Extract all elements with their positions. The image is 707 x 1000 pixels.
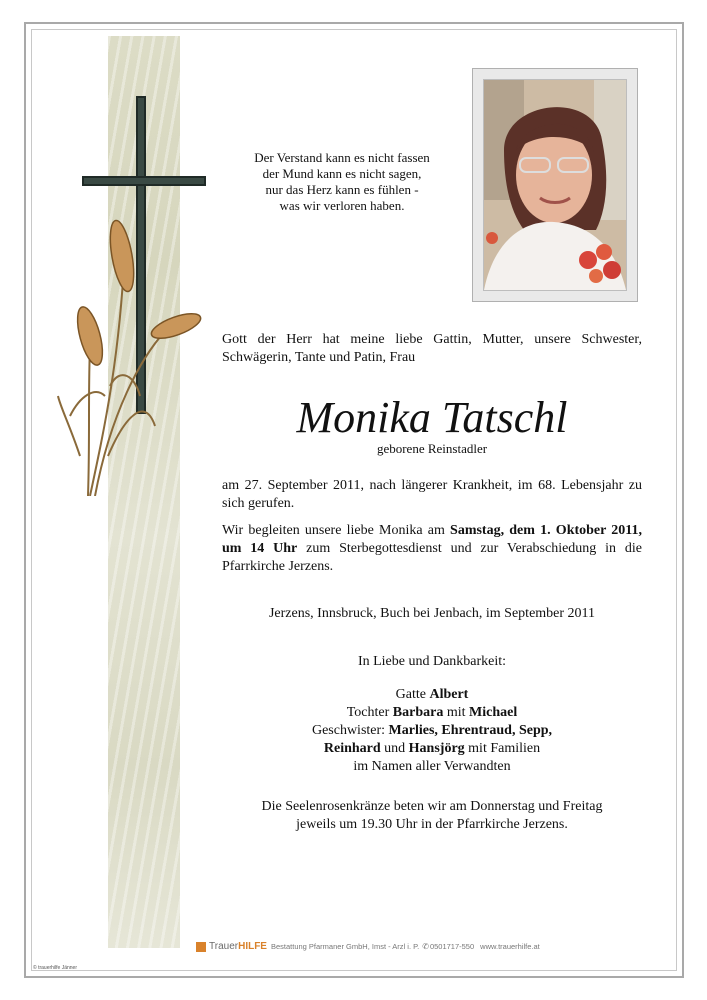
quote-line: nur das Herz kann es fühlen - xyxy=(265,182,419,197)
family-line: Reinhard und Hansjörg mit Familien xyxy=(323,741,541,756)
funeral-post: zum Sterbegottesdienst und zur Verabschiedung in die Pfarrkirche Jerzens. xyxy=(222,541,643,574)
quote-line: der Mund kann es nicht sagen, xyxy=(262,166,422,181)
family-line: Geschwister: Marlies, Ehrentraud, Sepp, xyxy=(311,723,553,738)
logo-text-part1: Trauer xyxy=(209,941,239,952)
death-notice-text: am 27. September 2011, nach längerer Krankheit, im 68. Lebensjahr zu sich gerufen. xyxy=(222,478,642,511)
rosary-info xyxy=(222,798,642,834)
thanks-heading: In Liebe und Dankbarkeit: xyxy=(357,654,507,669)
intro-text: Gott der Herr hat meine liebe Gattin, Mutter, unsere Schwester, Schwägerin, Tante und Patin, Frau xyxy=(222,332,642,365)
funeral-info xyxy=(222,522,642,576)
copyright-note: © trauerhilfe Jänner xyxy=(33,965,77,971)
phone-number: 0501717-550 xyxy=(429,942,475,951)
rosary-line: Die Seelenrosenkränze beten wir am Donnerstag und Freitag xyxy=(261,799,603,814)
place-date: Jerzens, Innsbruck, Buch bei Jenbach, im September 2011 xyxy=(268,606,596,621)
company-name: Bestattung Pfarmaner GmbH, Imst - Arzl i. P. xyxy=(270,942,420,951)
portrait-photo xyxy=(483,79,627,291)
birth-name: geborene Reinstadler xyxy=(376,441,488,456)
rosary-line: jeweils um 19.30 Uhr in der Pfarrkirche Jerzens. xyxy=(296,817,568,832)
phone-icon: ✆ xyxy=(422,942,429,951)
website-link[interactable]: www.trauerhilfe.at xyxy=(480,942,540,951)
logo-icon xyxy=(196,942,206,952)
logo-text-part2: HILFE xyxy=(238,941,267,952)
family-line: Gatte Albert xyxy=(395,687,469,702)
wheat-icon xyxy=(58,219,204,496)
funeral-date: Samstag, dem 1. Oktober 2011, xyxy=(450,523,643,538)
quote-line: Der Verstand kann es nicht fassen xyxy=(254,150,430,165)
family-line: Tochter Barbara mit Michael xyxy=(346,705,518,720)
cross-illustration xyxy=(50,96,210,496)
deceased-name: Monika Tatschl xyxy=(296,393,568,442)
memorial-quote xyxy=(232,150,452,214)
family-list xyxy=(222,686,642,776)
cross-icon xyxy=(82,96,206,414)
family-line: im Namen aller Verwandten xyxy=(353,759,511,774)
quote-line: was wir verloren haben. xyxy=(279,198,405,213)
funeral-pre: Wir begleiten unsere liebe Monika am xyxy=(222,523,445,538)
portrait-frame xyxy=(472,68,638,302)
funeral-time: um 14 Uhr xyxy=(222,541,298,556)
footer xyxy=(196,941,616,952)
